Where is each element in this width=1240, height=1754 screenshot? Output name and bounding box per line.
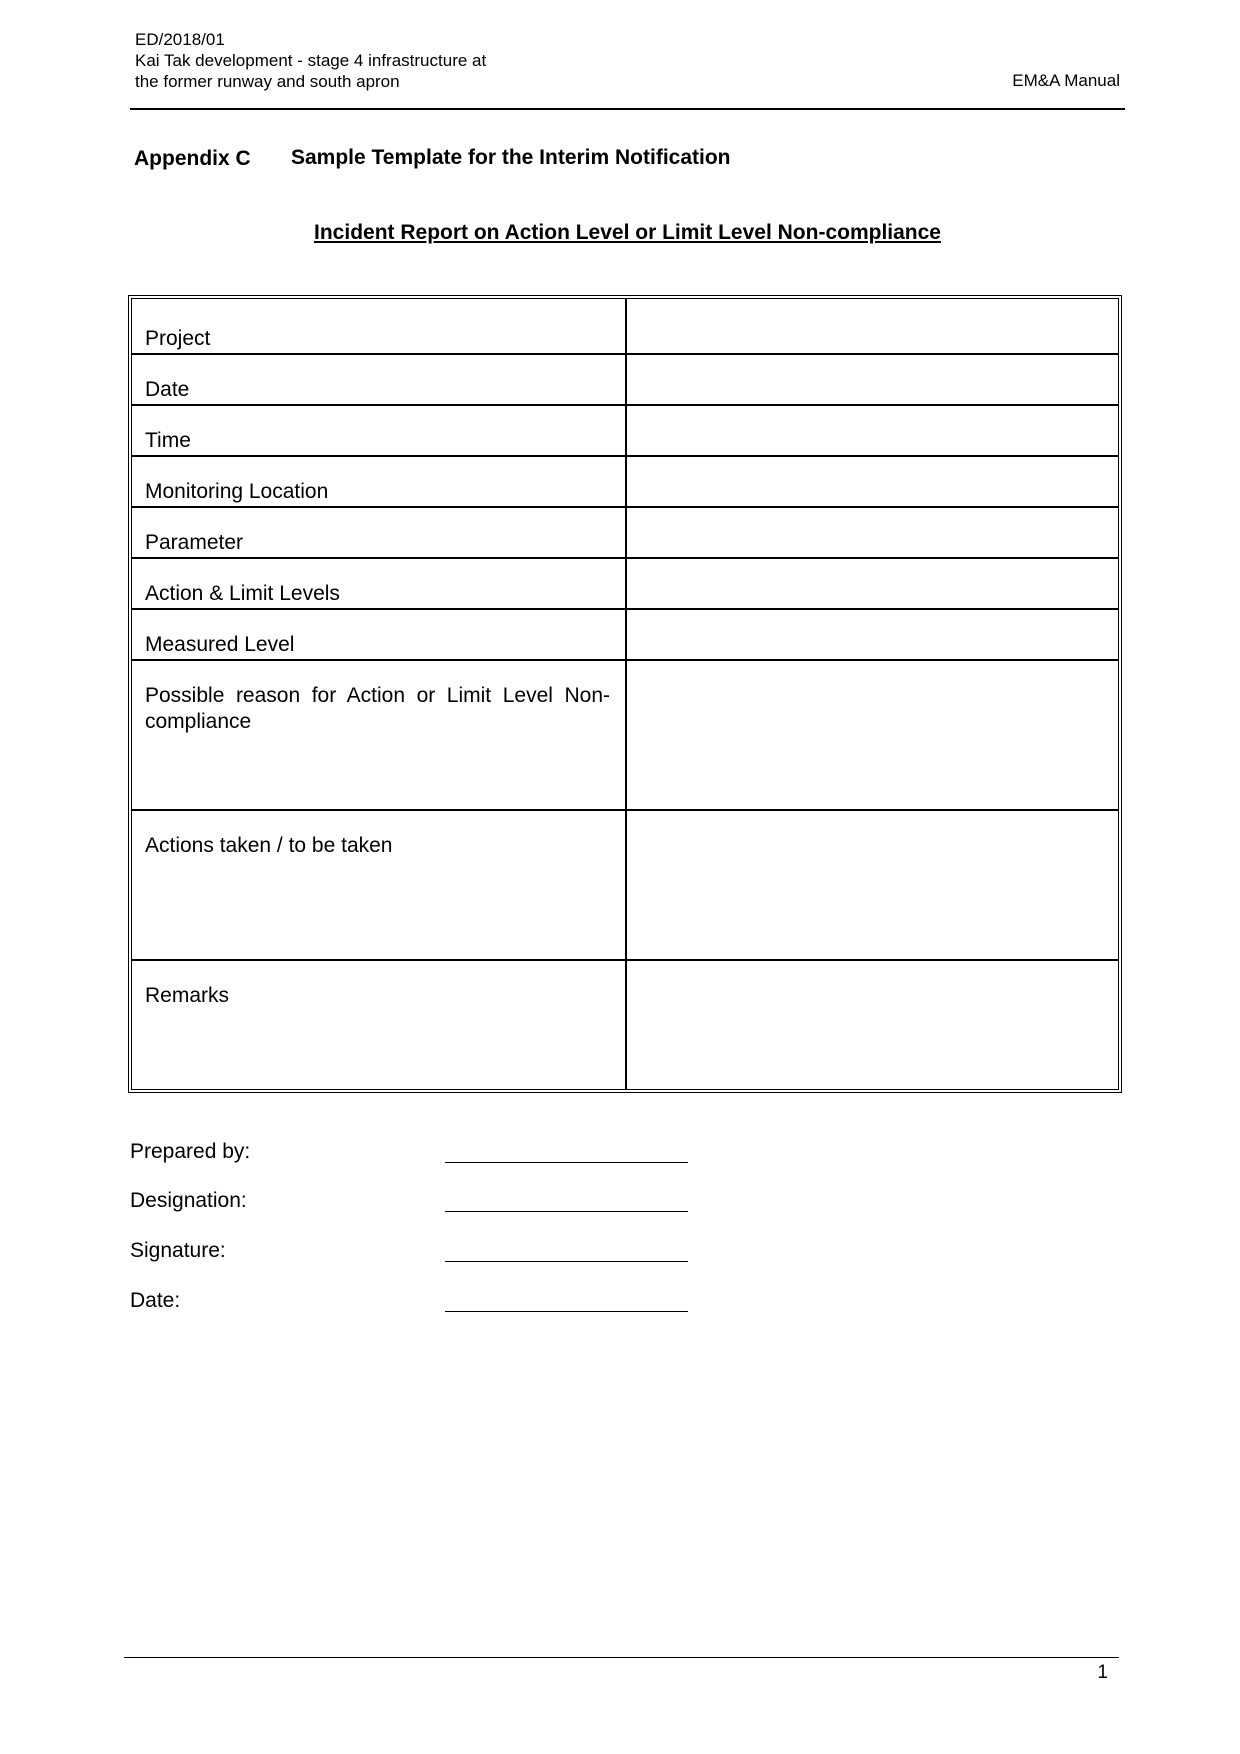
footer-rule xyxy=(124,1657,1119,1658)
header-rule xyxy=(130,108,1125,110)
report-title: Incident Report on Action Level or Limit Level Non-compliance xyxy=(314,221,941,244)
document-code: ED/2018/01 xyxy=(135,30,225,49)
designation-label: Designation: xyxy=(130,1189,247,1212)
signature-line[interactable] xyxy=(445,1261,688,1262)
appendix-label: Appendix C xyxy=(134,147,251,170)
column-divider xyxy=(625,299,627,1089)
row-label-monitoring-location: Monitoring Location xyxy=(145,480,329,503)
row-divider xyxy=(132,404,1118,406)
page-number: 1 xyxy=(1097,1662,1108,1683)
date-label: Date: xyxy=(130,1289,181,1312)
row-label-date: Date xyxy=(145,378,190,401)
row-label-parameter: Parameter xyxy=(145,531,244,554)
row-divider xyxy=(132,809,1118,811)
incident-report-form xyxy=(128,295,1122,1093)
project-name-line-2: the former runway and south apron xyxy=(135,72,400,91)
prepared-by-label: Prepared by: xyxy=(130,1140,251,1163)
row-label-time: Time xyxy=(145,429,191,452)
project-name-line-1: Kai Tak development - stage 4 infrastructure at xyxy=(135,51,487,70)
appendix-title: Sample Template for the Interim Notification xyxy=(291,146,731,169)
designation-line[interactable] xyxy=(445,1211,688,1212)
row-divider xyxy=(132,557,1118,559)
row-label-action-limit-levels: Action & Limit Levels xyxy=(145,582,340,605)
row-divider xyxy=(132,608,1118,610)
row-label-measured-level: Measured Level xyxy=(145,633,295,656)
row-label-possible-reason: Possible reason for Action or Limit Level Non-compliance xyxy=(145,684,610,733)
date-line[interactable] xyxy=(445,1311,688,1312)
row-divider xyxy=(132,959,1118,961)
row-label-project: Project xyxy=(145,327,211,350)
row-divider xyxy=(132,455,1118,457)
row-divider xyxy=(132,659,1118,661)
signature-label: Signature: xyxy=(130,1239,226,1262)
prepared-by-line[interactable] xyxy=(445,1162,688,1163)
row-label-actions-taken: Actions taken / to be taken xyxy=(145,834,393,857)
row-divider xyxy=(132,353,1118,355)
manual-name: EM&A Manual xyxy=(1012,71,1120,90)
row-label-remarks: Remarks xyxy=(145,984,230,1007)
row-divider xyxy=(132,506,1118,508)
